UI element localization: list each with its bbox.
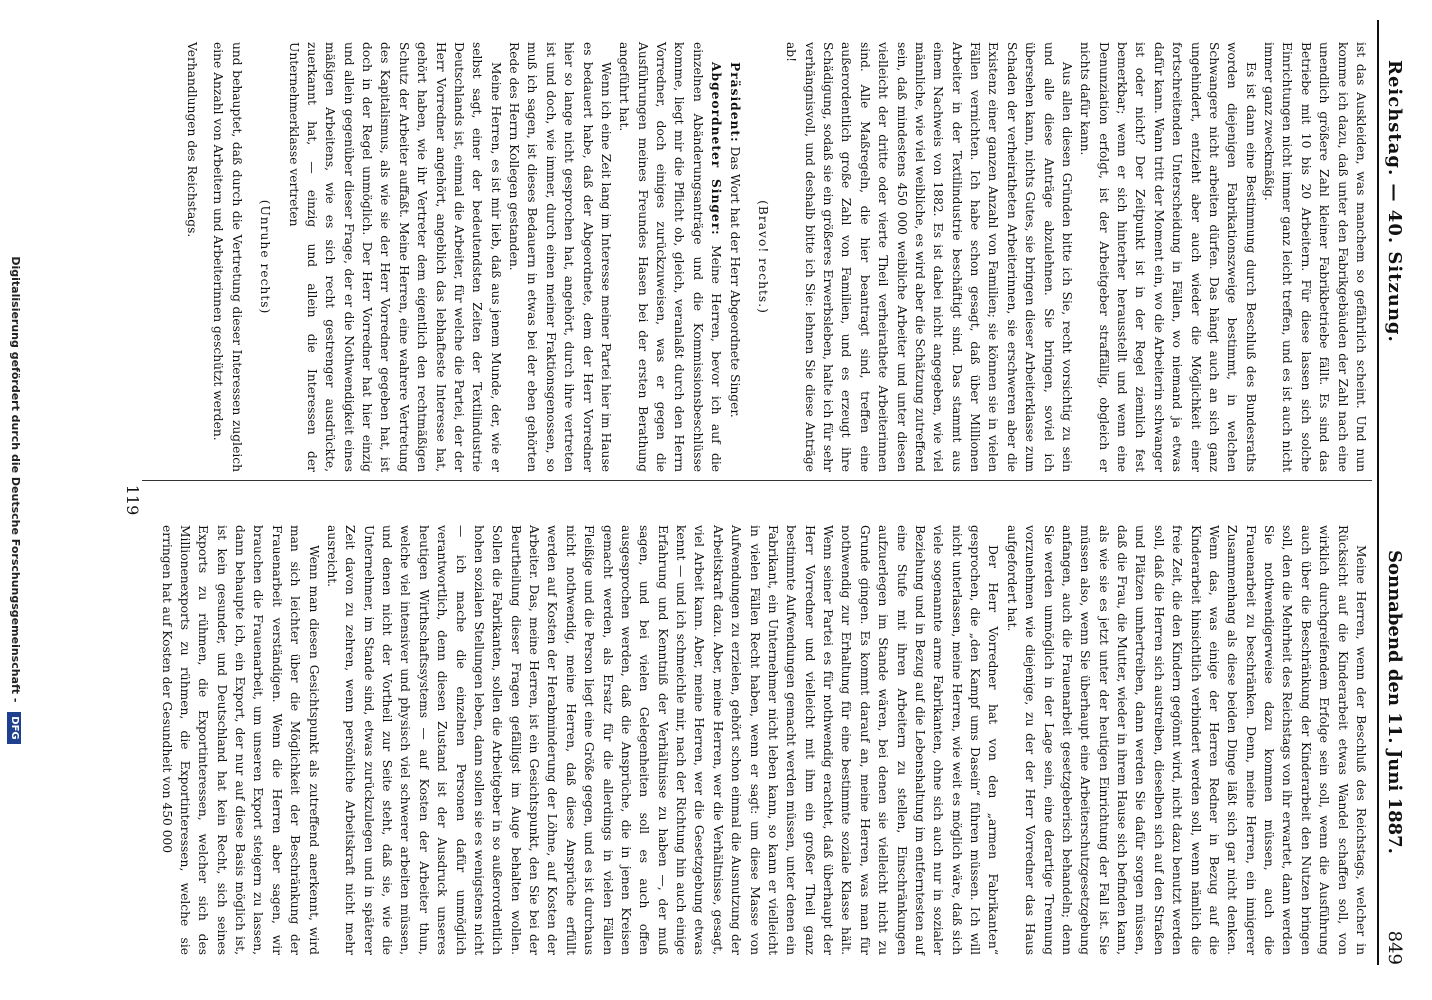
paragraph: Aus allen diesen Gründen bitte ich Sie, recht vorsichtig zu sein und alle diese Anträge abzulehnen. Sie bringen, soviel ich übersehen kann, nichts Gutes, sie bringen dieser Arbeiterklasse zum Schaden der verheiratheten Arbeiterinnen, sie erschweren aber die Existenz einer ganzen Anzahl von Familien; sie können sie in vielen Fällen vernichten. Ich habe schon gesagt, daß über Millionen Arbeiter in der Textilindustrie beschäftigt sind. Das stammt aus einem Nachweis von 1882. Es ist dabei nicht angegeben, wie viel männliche, wie viel weibliche, es wird aber die Schätzung zutreffend sein, daß mindestens 450 000 weibliche Arbeiter und unter diesen vielleicht der dritte oder vierte Theil verheirathete Arbeiterinnen sind. Alle Maßregeln, die hier beantragt sind, treffen eine außerordentlich große Zahl von Familien, und es erzeugt ihre Schädigung, sodaß sie ein größeres Erwerbsleben, halte ich für sehr verhängnisvoll, und deshalb bitte ich Sie: lehnen Sie diese Anträge ab! xyxy=(784,42,1074,472)
right-column xyxy=(157,525,1370,955)
paragraph: ist das Auskleiden, was manchem so gefährlich scheint. Und nun komme ich dazu, daß unter den Fabrikgebäuden der Zahl nach eine unendlich größere Zahl kleiner Fabrikbetriebe fällt. Es sind das Betriebe mit 10 bis 20 Arbeitern. Für diese lassen sich solche Einrichtungen nicht immer ganz leicht treffen, und es ist auch nicht immer ganz zweckmäßig. xyxy=(1262,42,1368,472)
bottom-page-number: 119 xyxy=(123,484,142,516)
page-header xyxy=(1377,20,1407,965)
header-page-number: 849 xyxy=(1384,930,1405,965)
stage-direction: (Bravo! rechts.) xyxy=(756,200,770,314)
footer-text: Digitalisierung gefördert durch die Deutsche Forschungsgemeinschaft - xyxy=(9,256,22,703)
speaker-label: Abgeordneter Singer: xyxy=(709,62,725,236)
footer-note: Verhandlungen des Reichstags. xyxy=(185,42,200,238)
paragraph: Meine Herren, es ist mir lieb, daß aus jenem Munde, der, wie er selbst sagt, einer der bedeutendsten Zeiten der Textilindustrie Deutschlands ist, einmal die Arbeiter, für welche die Partei, der der Herr Vorredner angehört, angeblich das lebhafteste Interesse hat, gehört haben, wie ihr Vertreter dem eigentlich den rechtmäßigen Schutz der Arbeiter auffaßt. Meine Herren, eine wahrere Vertretung des Kapitalismus, als wie sie der Herr Vorredner gegeben hat, ist doch in der Regel unmöglich. Der Herr Vorredner hat hier einzig und allein gegenüber dieser Frage, der er die Nothwendigkeit eines mäßigen Arbeitens, wie es sich recht gestrenger ausdrückte, zuerkannt hat, — einzig und allein die Interessen der Unternehmerklasse vertreten xyxy=(286,42,503,472)
singer-paragraph xyxy=(615,42,725,472)
dfg-logo: DFG xyxy=(7,712,21,743)
paragraph: Der Herr Vorredner hat von den „armen Fabrikanten“ gesprochen, die „den Kampf ums Dasein“ führen müssen. Ich will nicht unterlassen, meine Herren, wie weit es möglich wäre, daß sich viele sogenannte arme Fabrikanten, ohne sich auch nur in sozialer Beziehung und in Bezug auf die Lebenshaltung im entferntesten auf eine Stufe mit ihren Arbeitern zu stellen, Einschränkungen aufzuerlegen im Stande wären, bei denen sie vielleicht nicht zu Grunde gingen. Es kommt darauf an, meine Herren, was man für nothwendig zur Erhaltung für eine bestimmte soziale Klasse hält. Wenn seiner Partei es für nothwendig erachtet, daß überhaupt der Herr Vorredner und vielleicht mit ihm ein großer Theil ganz bestimmte Aufwendungen gemacht werden müssen, unter denen ein Fabrikant, ein Unternehmer nicht leben kann, so kann er vielleicht in vielen Fällen Recht haben, wenn er sagt: um diese Masse von Aufwendungen zu erzielen, gehört schon einmal die Ausnutzung der Arbeitskraft dazu. Aber, meine Herren, wer die Verhältnisse, gesagt, viel Arbeit kann. Aber, meine Herren, wer die Gesetzgebung etwas kennt — und ich schmeichle mir, nach der Richtung hin auch einige Erfahrung und Kenntniß der Verhältnisse zu haben —, der muß sagen, und bei vielen Gelegenheiten soll es auch offen ausgesprochen werden, daß die Ansprüche, die in jenen Kreisen gemacht werden, als Ersatz für die allerdings in vielen Fällen Fleißige und die Person liegt eine Größe gegen, und es ist durchaus nicht nothwendig, meine Herren, daß diese Ansprüche erfüllt werden auf Kosten der Herabminderung der Löhne, auf Kosten der Arbeiter. Das, meine Herren, ist ein Gesichtspunkt, den Sie bei der Beurtheilung dieser Fragen gefälligst im Auge behalten wollen. Sollen die Fabrikanten, sollen die Arbeitgeber in so außerordentlich hohen sozialen Stellungen leben, dann sollen sie es wenigstens nicht — ich mache die einzelnen Personen dafür unmöglich verantwortlich, denn diesen Zustand ist der Ausdruck unseres heutigen Wirthschaftssystems — auf Kosten der Arbeiter thun, welche viel intensiver und physisch viel schwerer arbeiten müssen, und denen nicht der Vortheil zur Seite steht, daß sie, wie die Unternehmer, im Stande sind, etwas zurückzulegen und in späterer Zeit davon zu zehren, wenn persönliche Arbeitskraft nicht mehr ausreicht. xyxy=(325,525,1001,955)
paragraph: Es ist dann eine Bestimmung durch Beschluß des Bundesraths worden diejenigen Fabrikationszweige bestimmt, in welchen Schwangere nicht arbeiten dürfen. Das hängt auch an sich ganz ungehindert, entzieht aber auch wieder die Möglichkeit einer fortschreitenden Unterscheidung in Fällen, wo niemand ja etwas dafür kann. Wann tritt der Moment ein, wo die Arbeiterin schwanger ist oder nicht? Der Zeitpunkt ist in der Regel ziemlich fest bemerkbar; wenn er sich hinterher herausstellt und wenn eine Denunziation erfolgt, ist der Arbeitgeber straffällig, obgleich er nichts dafür kann. xyxy=(1078,42,1258,472)
header-date: Sonnabend den 11. Juni 1887. xyxy=(1384,550,1405,854)
header-title: Reichstag. — 40. Sitzung. xyxy=(1384,60,1405,343)
paragraph: Wenn ich eine Zeit lang im Interesse meiner Partei hier im Hause es bedauert habe, daß der Abgeordnete, dem der Herr Vorredner hier so lange nicht gesprochen hat, angehört, durch ihre vertreten ist und doch, wie immer, durch einen meiner Fraktionsgenossen, so muß ich sagen, ist dieses Bedauern in etwas bei der eben gehörten Rede des Herrn Kollegen gestanden. xyxy=(507,42,613,472)
column-divider xyxy=(142,480,1372,481)
stage-direction: (Unruhe rechts) xyxy=(258,199,273,315)
paragraph-text: Meine Herren, bevor ich auf die einzelnen Abänderungsanträge und die Kommissionsbeschlüsse komme, liegt mir die Pflicht ob, gleich, veranlaßt durch den Herrn Vorredner, doch einiges zurückzuweisen, was er gegen die Ausführungen meines Freundes Hasen bei der ersten Berathung angeführt hat. xyxy=(617,42,724,472)
speaker-label: Präsident: xyxy=(727,62,743,143)
paragraph: Meine Herren, wenn der Beschluß des Reichstags, welcher in Rücksicht auf die Kinderarbeit etwas Wandel schaffen soll, von wirklich durchgreifendem Erfolge sein soll, wenn die Ausführung auch über die Beschränkung der Kinderarbeit den Nutzen bringen soll, den die Mehrheit des Reichstags von ihr erwartet, dann werden Sie nothwendigerweise dazu kommen müssen, auch die Frauenarbeit zu beschränken. Denn, meine Herren, ein innigerer Zusammenhang als diese beiden Dinge läßt sich gar nicht denken. Wenn das, was einige der Herren Redner in Bezug auf die Kinderarbeit hinsichtlich verbindert werden soll, wenn nämlich die freie Zeit, die den Kindern gegönnt wird, nicht dazu benutzt werden soll, daß die Herren sich austreiben, dieselben sich auf den Straßen und Plätzen umhertreiben, dann werden Sie dafür sorgen müssen, daß die Frau, die Mutter, wieder in ihrem Hause sich befinden kann, als wie sie es jetzt unter der heutigen Einrichtung der Fall ist. Sie müssen also, wenn Sie überhaupt eine Arbeiterschutzgesetzgebung anfangen, auch die Frauenarbeit gesetzgeberisch behandeln; denn Sie werden unmöglich in der Lage sein, eine derartige Trennung vorzunehmen wie diejenige, zu der der Herr Vorredner das Haus aufgefordert hat. xyxy=(1004,525,1368,955)
president-paragraph xyxy=(725,42,743,472)
digitization-footer xyxy=(0,0,22,1000)
paragraph: und behauptet, daß durch die Vertretung dieser Interessen zugleich eine Anzahl von Arbeitern und Arbeiterinnen geschützt werden. xyxy=(211,42,244,472)
left-column xyxy=(183,42,1370,472)
president-text: Das Wort hat der Herr Abgeordnete Singer. xyxy=(727,146,742,418)
paragraph: Wenn man diesen Gesichtspunkt als zutreffend anerkennt, wird man sich leichter über die Möglichkeit der Beschränkung der Frauenarbeit verständigen. Wenn die Herren aber sagen, wir brauchen die Frauenarbeit, um unseren Export steigern zu lassen, dann behaupte ich, ein Export, der nur auf diese Basis möglich ist, ist kein gesunder, und Deutschland hat kein Recht, sich seines Exports zu rühmen, die Exportinteressen, welcher sich des Millionenexports zu rühmen, die Exportinteressen, welche sie erringen hat auf Kosten der Gesundheit von 450 000 xyxy=(159,525,321,955)
